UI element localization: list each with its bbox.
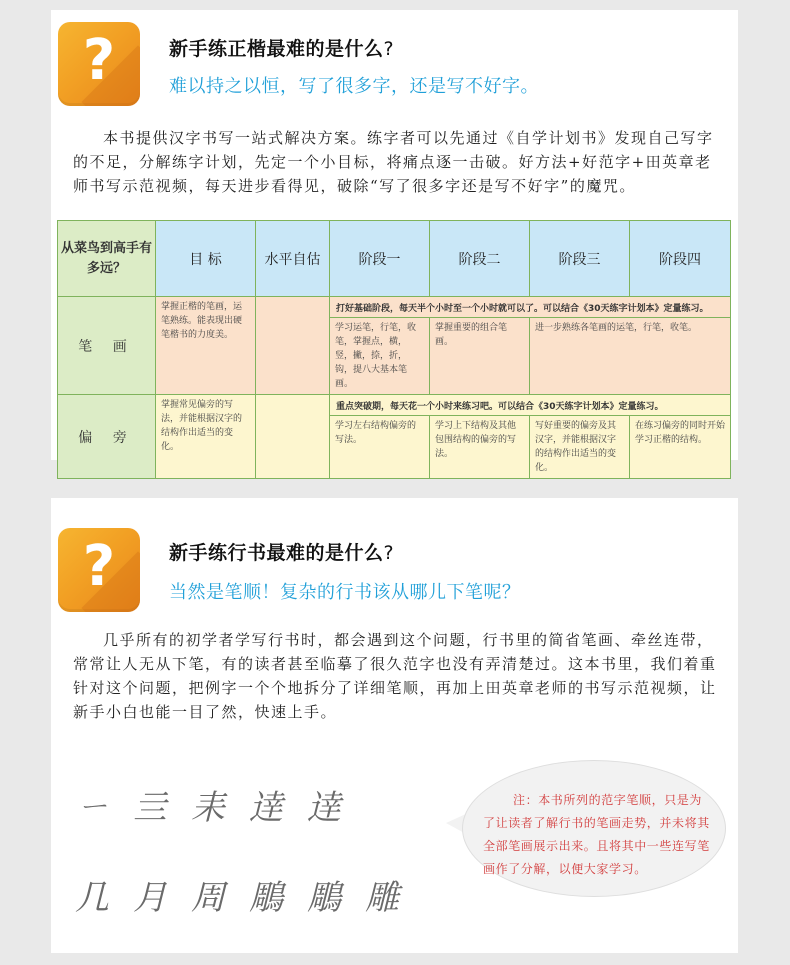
stroke-step: 雕	[365, 878, 399, 918]
section-answer: 当然是笔顺！复杂的行书该从哪儿下笔呢？	[169, 582, 521, 603]
table-header-row	[58, 221, 731, 297]
stroke-order-row-2	[75, 870, 423, 919]
row-stage-1-strokes: 学习运笔，行笔，收笔，掌握点，横，竖，撇，捺，折，钩，提八大基本笔画。	[330, 318, 430, 395]
row-stage-3-strokes: 进一步熟练各笔画的运笔，行笔，收笔。	[530, 318, 731, 395]
stroke-step: 几	[75, 878, 109, 918]
table-header-stage-1: 阶段一	[330, 221, 430, 297]
table-row	[58, 297, 731, 318]
row-label-radicals: 偏 旁	[58, 395, 156, 479]
table-header-self-assess: 水平自估	[256, 221, 330, 297]
row-self-assess-strokes	[256, 297, 330, 395]
table-header-goal: 目 标	[156, 221, 256, 297]
row-stage-3-radicals: 写好重要的偏旁及其汉字，并能根据汉字的结构作出适当的变化。	[530, 416, 630, 479]
practice-plan-table	[57, 220, 731, 479]
table-row	[58, 395, 731, 416]
row-goal-radicals: 掌握常见偏旁的写法，并能根据汉字的结构作出适当的变化。	[156, 395, 256, 479]
stroke-step: 鵰	[249, 878, 283, 918]
section-card-running-script	[51, 498, 738, 953]
stroke-step: 逹	[307, 788, 341, 828]
table-header-stage-3: 阶段三	[530, 221, 630, 297]
stroke-step: 周	[191, 878, 225, 918]
stroke-step: 耒	[191, 788, 225, 828]
row-note-radicals: 重点突破期，每天花一个小时来练习吧。可以结合《30天练字计划本》定量练习。	[330, 395, 731, 416]
row-label-strokes: 笔 画	[58, 297, 156, 395]
intro-paragraph: 几乎所有的初学者学写行书时，都会遇到这个问题，行书里的简省笔画、牵丝连带，常常让人无从下笔，有的读者甚至临摹了很久范字也没有弄清楚过。这本书里，我们着重针对这个问题，把例字一个个地拆分了详细笔顺，再加上田英章老师的书写示范视频，让新手小白也能一目了然，快速上手。	[73, 631, 717, 721]
stroke-step: 逹	[249, 788, 283, 828]
question-mark-icon: ?	[58, 22, 140, 106]
row-stage-2-radicals: 学习上下结构及其他包围结构的偏旁的写法。	[430, 416, 530, 479]
stroke-step: 亖	[133, 788, 167, 828]
row-goal-strokes: 掌握正楷的笔画，运笔熟练。能表现出硬笔楷书的力度美。	[156, 297, 256, 395]
section-answer: 难以持之以恒，写了很多字，还是写不好字。	[169, 76, 539, 97]
table-corner-cell: 从菜鸟到高手有多远？	[58, 221, 156, 297]
row-stage-2-strokes: 掌握重要的组合笔画。	[430, 318, 530, 395]
section-question: 新手练正楷最难的是什么?	[169, 38, 395, 60]
section-card-regular-script	[51, 10, 738, 473]
stroke-step: ㄧ	[75, 788, 109, 828]
stroke-step: 月	[133, 878, 167, 918]
row-note-strokes: 打好基础阶段，每天半个小时至一个小时就可以了。可以结合《30天练字计划本》定量练习。	[330, 297, 731, 318]
question-mark-icon: ?	[58, 528, 140, 612]
stroke-order-row-1	[75, 780, 365, 829]
stroke-order-note: 注：本书所列的范字笔顺，只是为了让读者了解行书的笔画走势，并未将其全部笔画展示出来。且将其中一些连写笔画作了分解，以便大家学习。	[483, 793, 710, 876]
row-stage-4-radicals: 在练习偏旁的同时开始学习正楷的结构。	[630, 416, 731, 479]
row-stage-1-radicals: 学习左右结构偏旁的写法。	[330, 416, 430, 479]
section-question: 新手练行书最难的是什么?	[169, 542, 395, 564]
table-header-stage-2: 阶段二	[430, 221, 530, 297]
stroke-step: 鵰	[307, 878, 341, 918]
intro-paragraph: 本书提供汉字书写一站式解决方案。练字者可以先通过《自学计划书》发现自己写字的不足，分解练字计划，先定一个小目标，将痛点逐一击破。好方法+好范字+田英章老师书写示范视频，每天进步看得见，破除“写了很多字还是写不好字”的魔咒。	[73, 129, 714, 195]
row-self-assess-radicals	[256, 395, 330, 479]
table-header-stage-4: 阶段四	[630, 221, 731, 297]
